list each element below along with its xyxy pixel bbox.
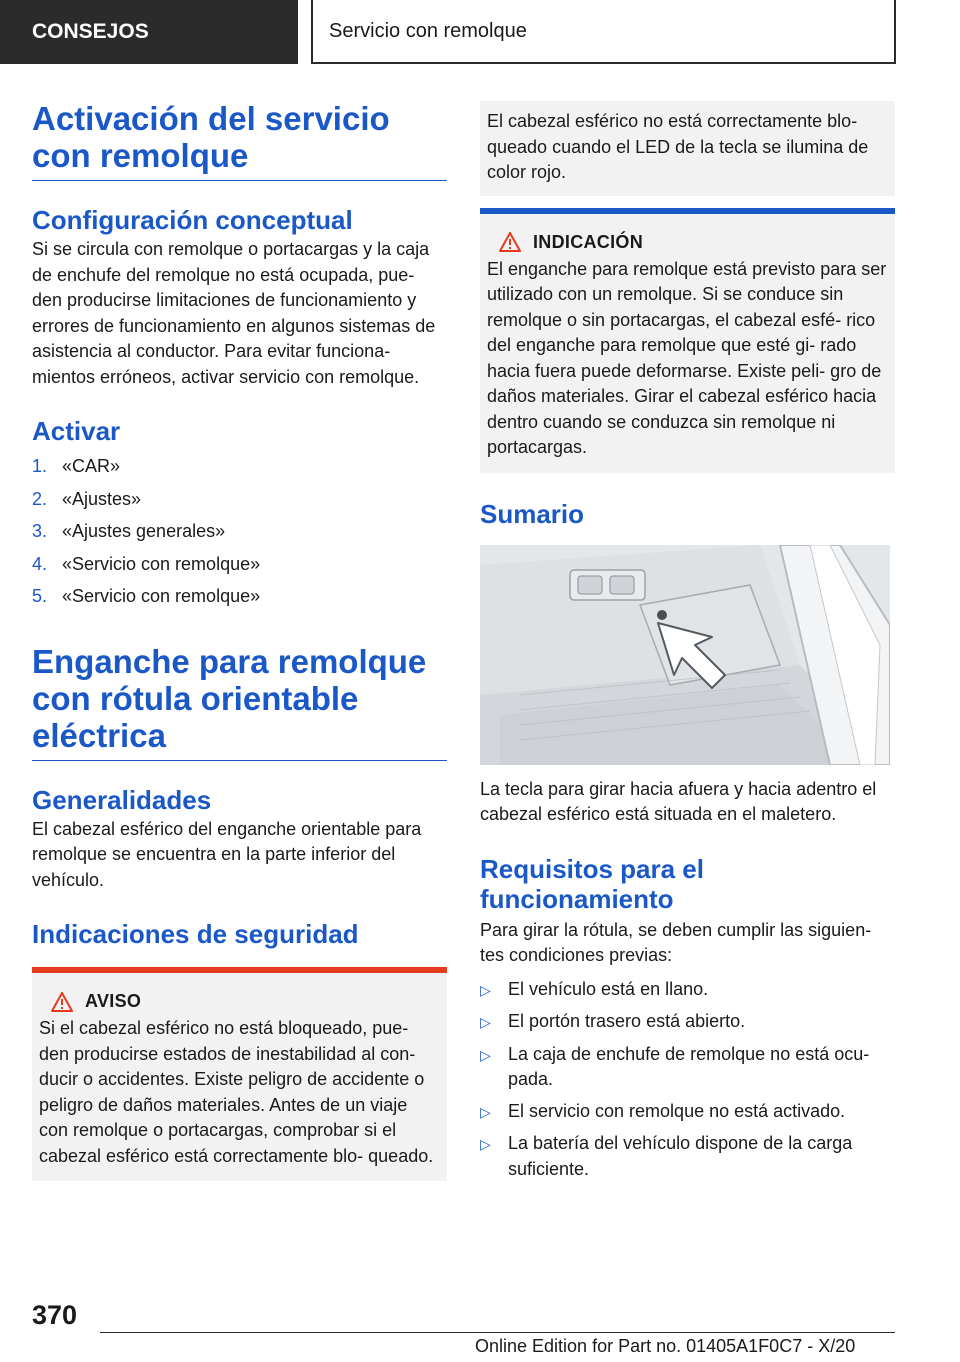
condition-text: La caja de enchufe de remolque no está ocu- pada. [508,1043,870,1089]
condition-text: El servicio con remolque no está activado. [508,1100,846,1121]
aviso-box [32,967,447,1181]
step-number: 5. [32,586,48,606]
warning-triangle-icon [51,992,73,1012]
trunk-illustration [480,545,890,765]
condition-item [480,1099,895,1126]
aviso-continuation-text: El cabezal esférico no está correctamente blo- queado cuando el LED de la tecla se ilumina de color rojo. [487,111,869,182]
heading-requisitos: Requisitos para el funcionamiento [480,853,704,914]
footer-divider [100,1332,895,1333]
condition-item [480,1131,895,1182]
aviso-header [51,991,440,1012]
illustration-caption: La tecla para girar hacia afuera y hacia adentro el cabezal esférico está situada en el maletero. [480,778,877,824]
aviso-text: Si el cabezal esférico no está bloqueado, pue- den producirse estados de inestabilidad al con- ducir o accidentes. Existe peligro de accidente o peligro de daños materiales. Antes de un viaje con remolque o portacargas, comprobar si el cabezal esférico está correctamente blo- queado. [39,1018,434,1166]
page-title-hitch: Enganche para remolque con rótula orientable eléctrica [32,643,447,761]
step-text: «Ajustes» [62,488,142,509]
paragraph-general: El cabezal esférico del enganche orientable para remolque se encuentra en la parte inferior del vehículo. [32,818,422,890]
chapter-header [311,0,896,64]
triangle-right-icon: ▷ [480,981,491,998]
page-title-activation: Activación del servicio con remolque [32,100,447,181]
warning-triangle-icon [499,232,521,252]
section-tab [0,0,298,64]
step-text: «Servicio con remolque» [62,553,261,574]
aviso-title: AVISO [85,991,142,1011]
step-text: «Ajustes generales» [62,521,226,541]
step-item [32,580,447,613]
left-column [32,100,447,1181]
step-item [32,450,447,483]
heading-config: Configuración conceptual [32,205,353,235]
heading-general: Generalidades [32,784,212,815]
steps-list [32,450,447,613]
aviso-bar [32,967,447,973]
indicacion-title: INDICACIÓN [533,231,643,252]
condition-item [480,1042,895,1093]
condition-text: El portón trasero está abierto. [508,1011,746,1031]
indicacion-text: El enganche para remolque está previsto para ser utilizado con un remolque. Si se conduce sin remolque o sin portacargas, el cabezal esfé- rico del enganche para remolque que esté gi- rado hacia fuera puede deformarse. Existe peli- gro de daños materiales. Girar el cabezal esférico hacia dentro cuando se conduzca sin remolque ni portacargas. [487,258,887,457]
condition-text: La batería del vehículo dispone de la carga suficiente. [508,1133,853,1179]
footer-edition: Online Edition for Part no. 01405A1F0C7 - X/20 [475,1336,856,1356]
step-text: «Servicio con remolque» [62,586,261,606]
triangle-right-icon: ▷ [480,1103,491,1120]
condition-item [480,1009,895,1036]
step-item [32,515,447,548]
right-column [480,101,895,1188]
page-number: 370 [32,1300,78,1330]
step-item [32,483,447,516]
step-number: 1. [32,456,48,476]
step-item [32,548,447,581]
indicacion-header [499,232,888,253]
chapter-title: Servicio con remolque [329,19,527,42]
trunk-drawing [480,545,890,765]
aviso-continuation-box [480,101,895,196]
step-number: 4. [32,553,48,574]
indicacion-box [480,208,895,473]
step-text: «CAR» [62,456,121,476]
heading-activar: Activar [32,416,121,446]
heading-sumario: Sumario [480,498,585,529]
section-title: CONSEJOS [32,20,149,43]
condition-text: El vehículo está en llano. [508,978,709,999]
paragraph-config: Si se circula con remolque o portacargas y la caja de enchufe del remolque no está ocupada, pue- den producirse limitaciones de funcionamiento y errores de funcionamiento en algunos sistemas de asistencia al conductor. Para evitar funciona- mientos erróneos, activar servicio con remolque. [32,239,436,387]
conditions-list [480,977,895,1183]
heading-seguridad: Indicaciones de seguridad [32,919,359,949]
indicacion-bar [480,208,895,214]
triangle-right-icon: ▷ [480,1046,491,1063]
step-number: 3. [32,521,48,541]
triangle-right-icon: ▷ [480,1014,491,1030]
condition-item [480,977,895,1004]
triangle-right-icon: ▷ [480,1136,491,1152]
step-number: 2. [32,488,48,509]
paragraph-requisitos: Para girar la rótula, se deben cumplir las siguien- tes condiciones previas: [480,919,872,965]
